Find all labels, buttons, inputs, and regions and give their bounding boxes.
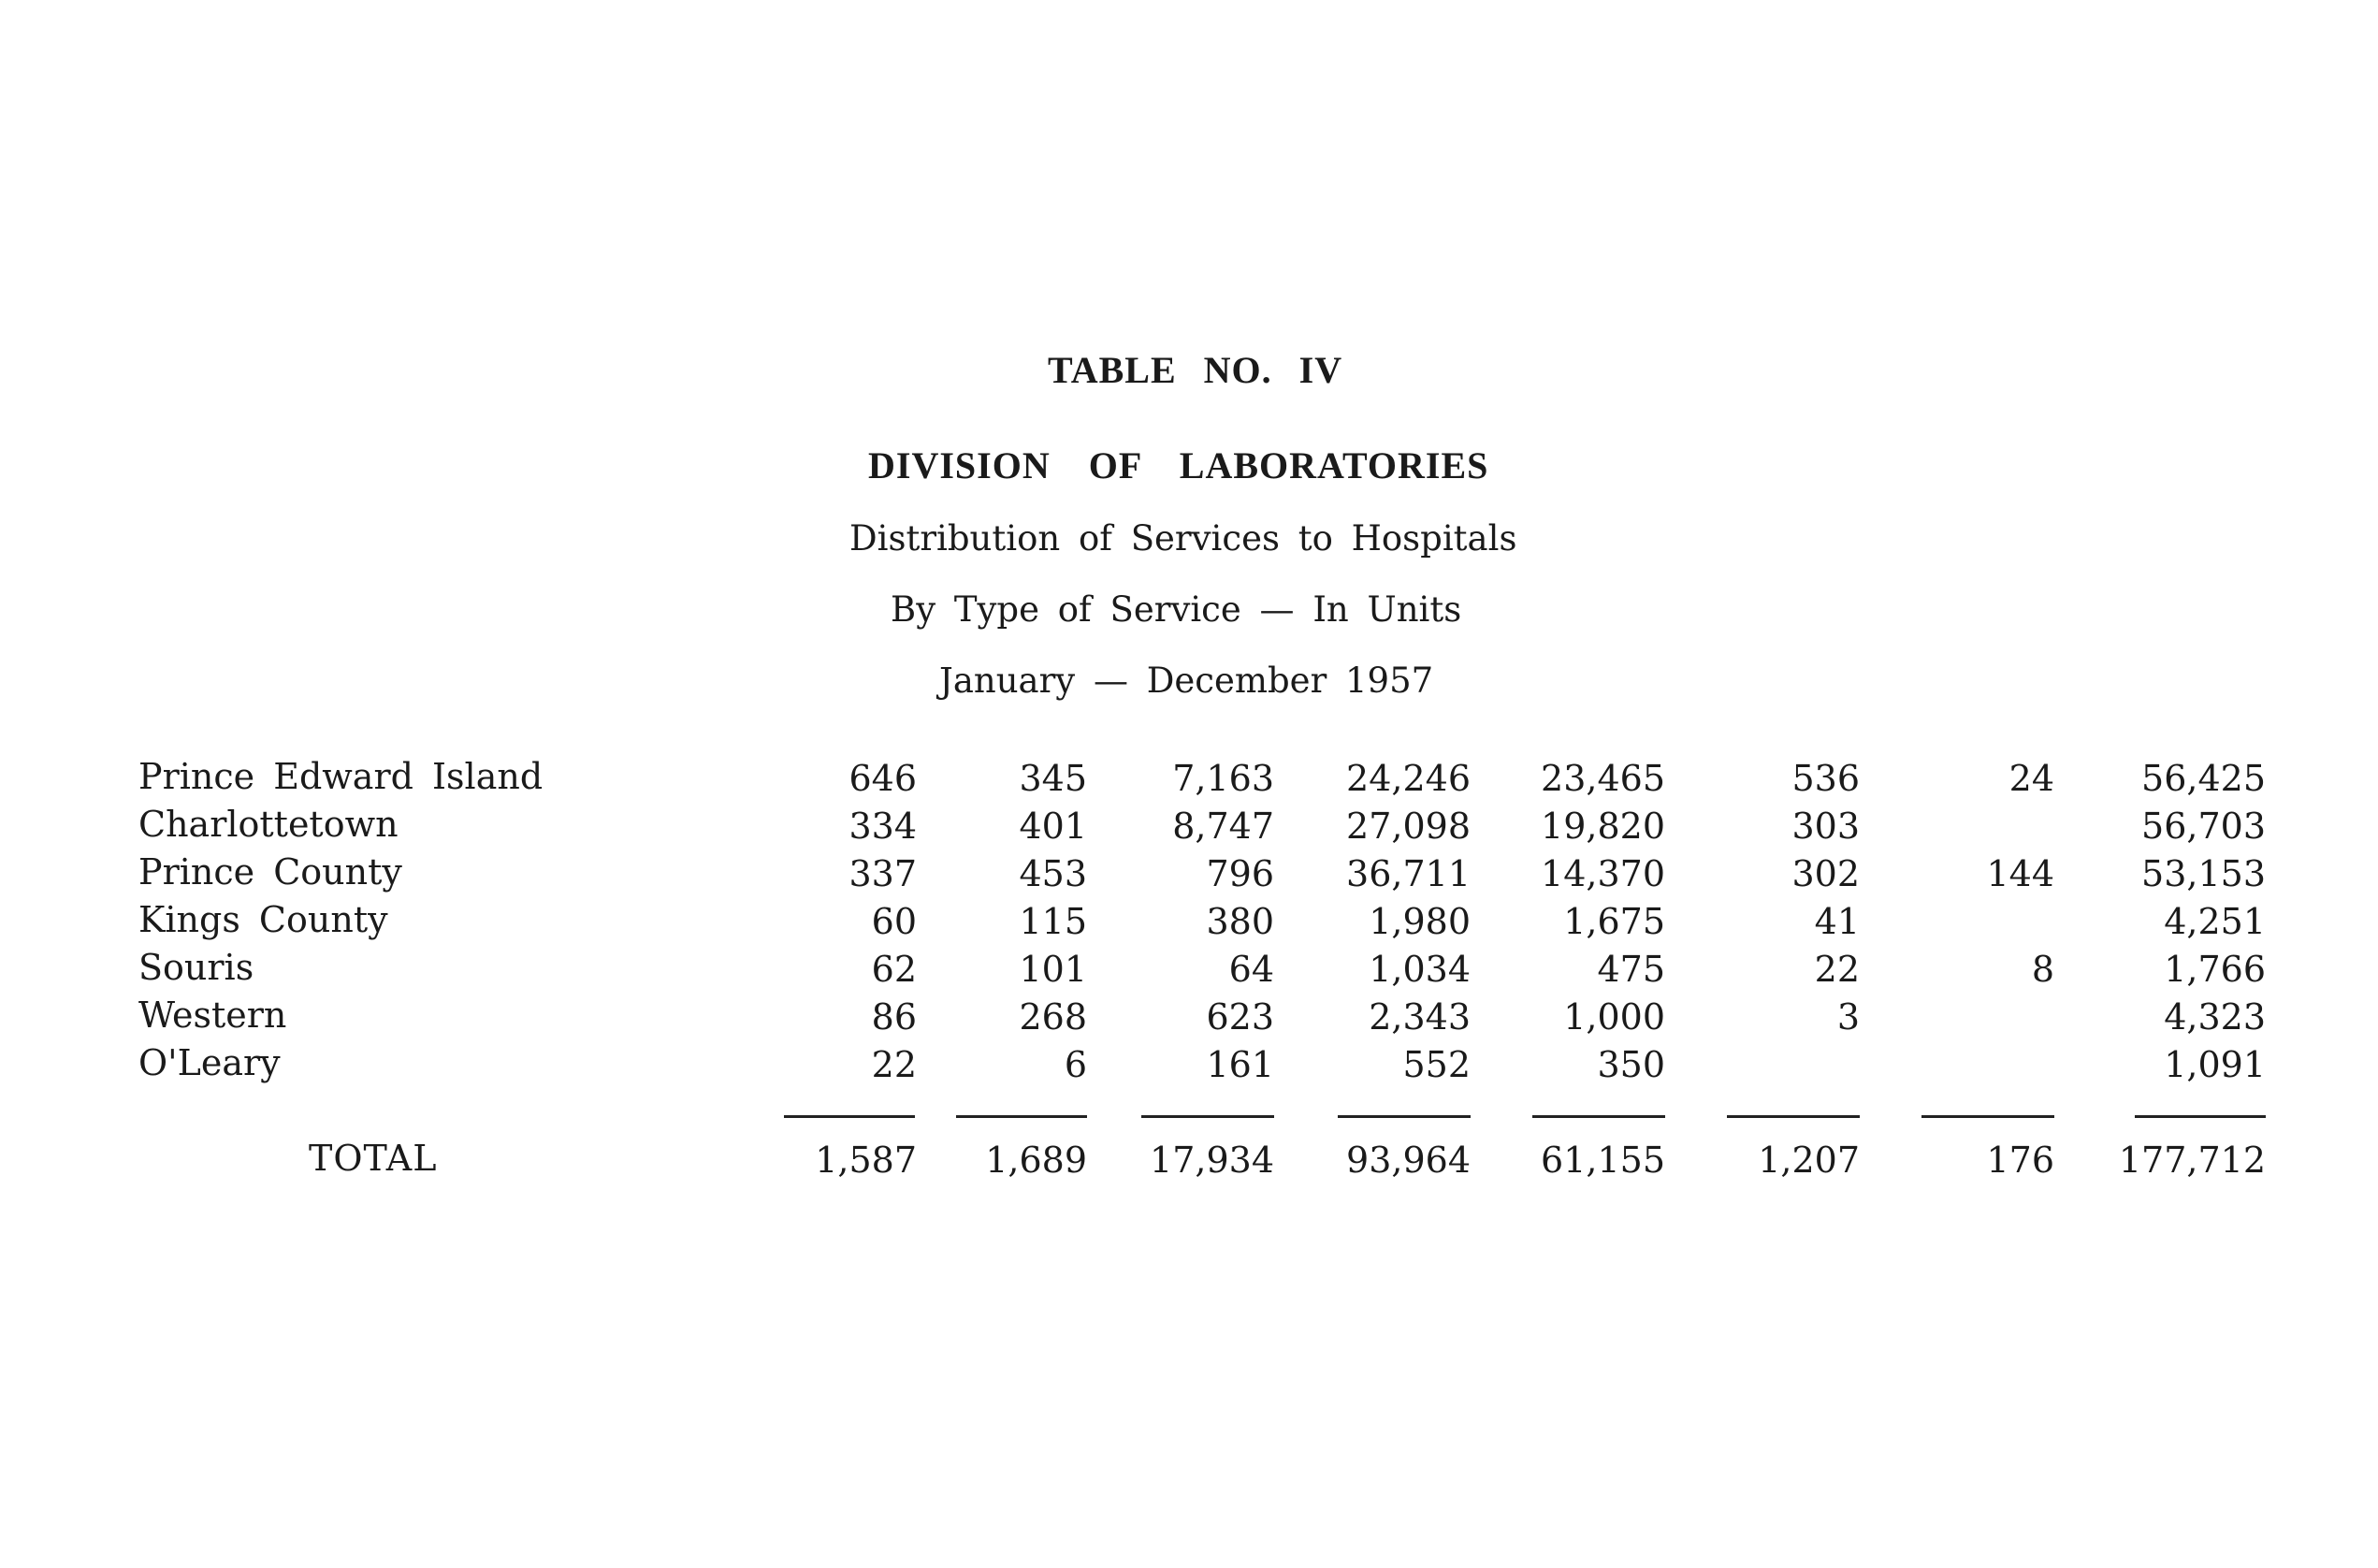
total-label: TOTAL [309, 1138, 438, 1179]
table-cell: 24 [2008, 758, 2054, 799]
total-cell: 1,587 [815, 1140, 917, 1181]
table-cell: 337 [848, 853, 917, 894]
table-cell: 345 [1019, 758, 1087, 799]
table-cell: 115 [1019, 901, 1087, 942]
table-cell: 334 [848, 806, 917, 847]
table-cell: 86 [871, 996, 917, 1038]
row-label: Western [138, 995, 287, 1036]
total-separator [0, 1115, 2378, 1119]
table-cell: 22 [1814, 949, 1860, 990]
table-title: TABLE NO. IV [1048, 349, 1343, 391]
table-row [0, 851, 2378, 898]
table-cell: 56,425 [2141, 758, 2266, 799]
table-cell: 24,246 [1346, 758, 1471, 799]
table-cell: 350 [1597, 1044, 1665, 1085]
row-label: Prince County [138, 851, 402, 893]
table-row [0, 995, 2378, 1041]
table-cell: 62 [871, 949, 917, 990]
table-cell: 1,000 [1563, 996, 1665, 1038]
underline-rule [1727, 1115, 1860, 1118]
table-cell: 19,820 [1541, 806, 1665, 847]
table-cell: 380 [1206, 901, 1274, 942]
row-label: Prince Edward Island [138, 756, 544, 797]
table-cell: 646 [848, 758, 917, 799]
table-cell: 23,465 [1541, 758, 1665, 799]
total-row [0, 1138, 2378, 1184]
underline-rule [1532, 1115, 1665, 1118]
row-label: Charlottetown [138, 804, 399, 845]
subtitle-distribution: Distribution of Services to Hospitals [849, 518, 1517, 559]
table-cell: 303 [1791, 806, 1860, 847]
table-row [0, 1042, 2378, 1089]
table-cell: 64 [1228, 949, 1274, 990]
table-cell: 1,675 [1563, 901, 1665, 942]
division-heading: DIVISION OF LABORATORIES [868, 444, 1489, 486]
row-label: Souris [138, 947, 254, 988]
table-cell: 1,091 [2164, 1044, 2266, 1085]
underline-rule [784, 1115, 915, 1118]
table-cell: 2,343 [1369, 996, 1471, 1038]
underline-rule [1921, 1115, 2054, 1118]
table-cell: 1,980 [1369, 901, 1471, 942]
total-cell: 1,689 [985, 1140, 1087, 1181]
total-cell: 93,964 [1346, 1140, 1471, 1181]
row-label: O'Leary [138, 1042, 281, 1083]
underline-rule [1338, 1115, 1471, 1118]
table-cell: 401 [1019, 806, 1087, 847]
table-cell: 41 [1814, 901, 1860, 942]
total-cell: 177,712 [2118, 1140, 2266, 1181]
underline-rule [956, 1115, 1087, 1118]
table-cell: 56,703 [2141, 806, 2266, 847]
subtitle-date-range: January — December 1957 [939, 661, 1434, 701]
table-cell: 1,034 [1369, 949, 1471, 990]
row-label: Kings County [138, 899, 388, 940]
total-cell: 61,155 [1541, 1140, 1665, 1181]
table-cell: 302 [1791, 853, 1860, 894]
total-cell: 176 [1986, 1140, 2054, 1181]
table-cell: 536 [1791, 758, 1860, 799]
table-cell: 27,098 [1346, 806, 1471, 847]
table-cell: 101 [1019, 949, 1087, 990]
table-cell: 475 [1597, 949, 1665, 990]
table-cell: 53,153 [2141, 853, 2266, 894]
underline-rule [1141, 1115, 1274, 1118]
table-cell: 8 [2031, 949, 2054, 990]
underline-rule [2135, 1115, 2266, 1118]
table-cell: 161 [1206, 1044, 1274, 1085]
table-cell: 60 [871, 901, 917, 942]
table-row [0, 947, 2378, 994]
table-cell: 623 [1206, 996, 1274, 1038]
table-cell: 4,323 [2164, 996, 2266, 1038]
table-cell: 3 [1836, 996, 1860, 1038]
table-cell: 8,747 [1172, 806, 1274, 847]
table-cell: 14,370 [1541, 853, 1665, 894]
table-cell: 453 [1019, 853, 1087, 894]
table-cell: 796 [1206, 853, 1274, 894]
subtitle-type-of-service: By Type of Service — In Units [891, 589, 1462, 630]
table-cell: 6 [1064, 1044, 1087, 1085]
table-row [0, 804, 2378, 850]
table-row [0, 756, 2378, 803]
total-cell: 1,207 [1758, 1140, 1860, 1181]
table-row [0, 899, 2378, 946]
table-cell: 4,251 [2164, 901, 2266, 942]
total-cell: 17,934 [1150, 1140, 1274, 1181]
table-cell: 7,163 [1172, 758, 1274, 799]
table-cell: 36,711 [1346, 853, 1471, 894]
table-cell: 268 [1019, 996, 1087, 1038]
table-cell: 144 [1986, 853, 2054, 894]
table-cell: 552 [1402, 1044, 1471, 1085]
table-cell: 22 [871, 1044, 917, 1085]
table-cell: 1,766 [2164, 949, 2266, 990]
